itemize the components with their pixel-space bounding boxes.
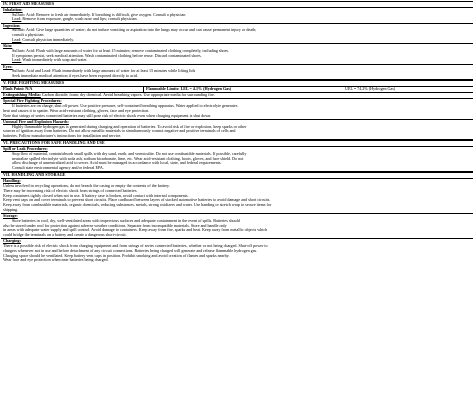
inhalation-acid-text: Sulfuric Acid: Remove to fresh air immediately. If breathing is difficult, give oxygen. Consult a physician: [12, 11, 186, 17]
skin-lead-label: Lead:: [12, 57, 22, 63]
section-first-aid-title: IV. FIRST AID MEASURES: [1, 1, 473, 8]
unusual-hazards-line1: Highly flammable hydrogen gas is generated during charging and operation of batteries. To avoid risk of fire or explosion, keep sparks or other: [12, 123, 247, 129]
handling-line3: Keep containers tightly closed when not in use. If battery case is broken, avoid contact with internal components.: [3, 192, 189, 198]
charging-line1: There is a possible risk of electric shock from charging equipment and from strings of series connected batteries, whether or not being charged. Shut-off power to: [3, 243, 268, 249]
handling-line6: shipping.: [3, 206, 19, 212]
unusual-hazards-label: Unusual Fire and Explosion Hazards:: [3, 118, 69, 124]
spill-line2: neutralize spilled electrolyte with soda ash, sodium bicarbonate, lime, etc. Wear acid-resistant clothing, boots, gloves, and face shield. Do not: [12, 155, 244, 161]
inhalation-block: [1, 8, 473, 24]
special-procedures-line3: Note that strings of series connected batteries may still pose risk of electric shock even when charging equipment is shut down.: [3, 112, 212, 118]
ingestion-block: [1, 24, 473, 45]
skin-lead-text: Wash immediately with soap and water.: [22, 57, 88, 63]
extinguishing-label: Extinguishing Media:: [3, 92, 41, 98]
inhalation-lead-label: Lead:: [12, 16, 22, 22]
section-precautions-title: VI. PRECAUTIONS FOR SAFE HANDLING AND USE: [1, 140, 473, 147]
ingestion-acid-text-cont: consult a physician.: [12, 32, 45, 38]
ingestion-label: Ingestion:: [3, 22, 21, 28]
charging-line3: Charging space should be ventilated. Keep battery vent caps in position. Prohibit smoking and avoid creation of flames and sparks nearby.: [3, 252, 230, 258]
storage-label: Storage:: [3, 213, 18, 219]
storage-line2: also be stored under roof for protection against adverse weather conditions. Separate from incompatible materials. Store and handle only: [3, 222, 227, 228]
inhalation-lead-text: Remove from exposure, gargle, wash nose and lips; consult physician.: [22, 16, 138, 22]
special-procedures-label: Special Fire Fighting Procedures:: [3, 98, 62, 104]
section-fire-title: V. FIRE FIGHTING MEASURES: [1, 80, 473, 87]
handling-line4: Keep vent caps on and cover terminals to prevent short circuits. Place cardboard between layers of stacked automotive batteries to avoid damage and short circuits.: [3, 197, 271, 203]
spill-line4: Consult state environmental agency and/or federal EPA.: [12, 165, 104, 171]
flash-point: Flash Point: N/A: [3, 86, 33, 92]
spill-block: [1, 147, 473, 172]
storage-line1: Store batteries in cool, dry, well-ventilated areas with impervious surfaces and adequate containment in the event of spills. Batteries should: [12, 217, 240, 223]
charging-label: Charging:: [3, 238, 21, 244]
charging-block: [1, 239, 473, 263]
ingestion-lead-label: Lead:: [12, 36, 22, 42]
eyes-text-cont: Seek immediate medical attention if eyes have been exposed directly to acid.: [12, 73, 138, 79]
skin-acid-text-cont: If symptoms persist, seek medical attention. Wash contaminated clothing before reuse. Discard contaminated shoes.: [12, 52, 202, 58]
handling-label: Handling:: [3, 178, 21, 184]
charging-line4: Wear face and eye protection when near batteries being charged.: [3, 257, 109, 263]
storage-line3: in areas with adequate water supply and spill control. Avoid damage to containers. Keep away from fire, sparks and heat. Keep away from metallic objects which: [3, 227, 268, 233]
skin-label: Skin:: [3, 43, 13, 49]
handling-line1: Unless involved in recycling operations, do not breach the casing or empty the contents of the battery.: [3, 183, 170, 189]
spill-line1: Stop flow of material, contain/absorb small spills with dry sand, earth, and vermiculite. Do not use combustible materials. If possible, carefully: [12, 150, 247, 156]
unusual-hazards-line2: sources of ignition away from batteries. Do not allow metallic materials to simultaneously contact negative and positive terminals of cells and: [3, 128, 236, 134]
sds-document-page: [1, 1, 473, 410]
section-handling-title: VII. HANDLING AND STORAGE: [1, 172, 473, 179]
flammable-limits: Flammable Limits: LEL = 4.1% (Hydrogen Gas): [146, 86, 232, 92]
eyes-block: [1, 65, 473, 81]
inhalation-label: Inhalation:: [3, 6, 23, 12]
extinguishing-text: Carbon dioxide; foam; dry chemical. Avoid breathing vapors. Use appropriate media for surrounding fire.: [41, 92, 215, 98]
special-procedures-line1: If batteries are on charge, shut off power. Use positive pressure, self-contained breathing apparatus. Water applied to electrolyte generates: [12, 103, 238, 109]
skin-acid-text: Sulfuric Acid: Flush with large amounts of water for at least 15 minutes; remove contaminated clothing completely, including shoes.: [12, 47, 230, 53]
special-procedures-line2: heat and causes it to spatter. Wear acid-resistant clothing, gloves, face and eye protection.: [3, 107, 150, 113]
special-procedures-block: [1, 99, 473, 120]
charging-line2: chargers whenever not in use and before detachment of any circuit connections. Batteries being charged will generate and release flammable hydrogen gas.: [3, 247, 258, 253]
unusual-hazards-block: [1, 120, 473, 141]
uel-value: UEL = 74.2% (Hydrogen Gas): [345, 86, 396, 92]
ingestion-lead-text: Consult physician immediately.: [22, 36, 75, 42]
handling-block: [1, 179, 473, 214]
unusual-hazards-line3: batteries. Follow manufacturer's instructions for installation and service.: [3, 133, 122, 139]
eyes-text: Sulfuric Acid and Lead: Flush immediately with large amounts of water for at least 15 minutes while lifting lids: [12, 68, 196, 74]
eyes-label: Eyes:: [3, 63, 13, 69]
spill-label: Spill or Leak Procedures:: [3, 146, 48, 152]
storage-line4: could bridge the terminals on a battery and create a dangerous short-circuit.: [3, 232, 127, 238]
handling-line2: There may be increasing risk of electric shock from strings of connected batteries.: [3, 187, 138, 193]
handling-line5: Keep away from combustible materials, organic chemicals, reducing substances, metals, strong oxidizers and water. Use banding or stretch wrap to secure items for: [3, 202, 272, 208]
spill-line3: allow discharge of unneutralized acid to sewer. Acid must be managed in accordance with local, state, and federal requirements.: [12, 160, 222, 166]
storage-block: [1, 214, 473, 239]
skin-block: [1, 44, 473, 65]
ingestion-acid-text: Sulfuric Acid: Give large quantities of water; do not induce vomiting or aspiration into the lungs may occur and can cause permanent injury or death;: [12, 27, 257, 33]
